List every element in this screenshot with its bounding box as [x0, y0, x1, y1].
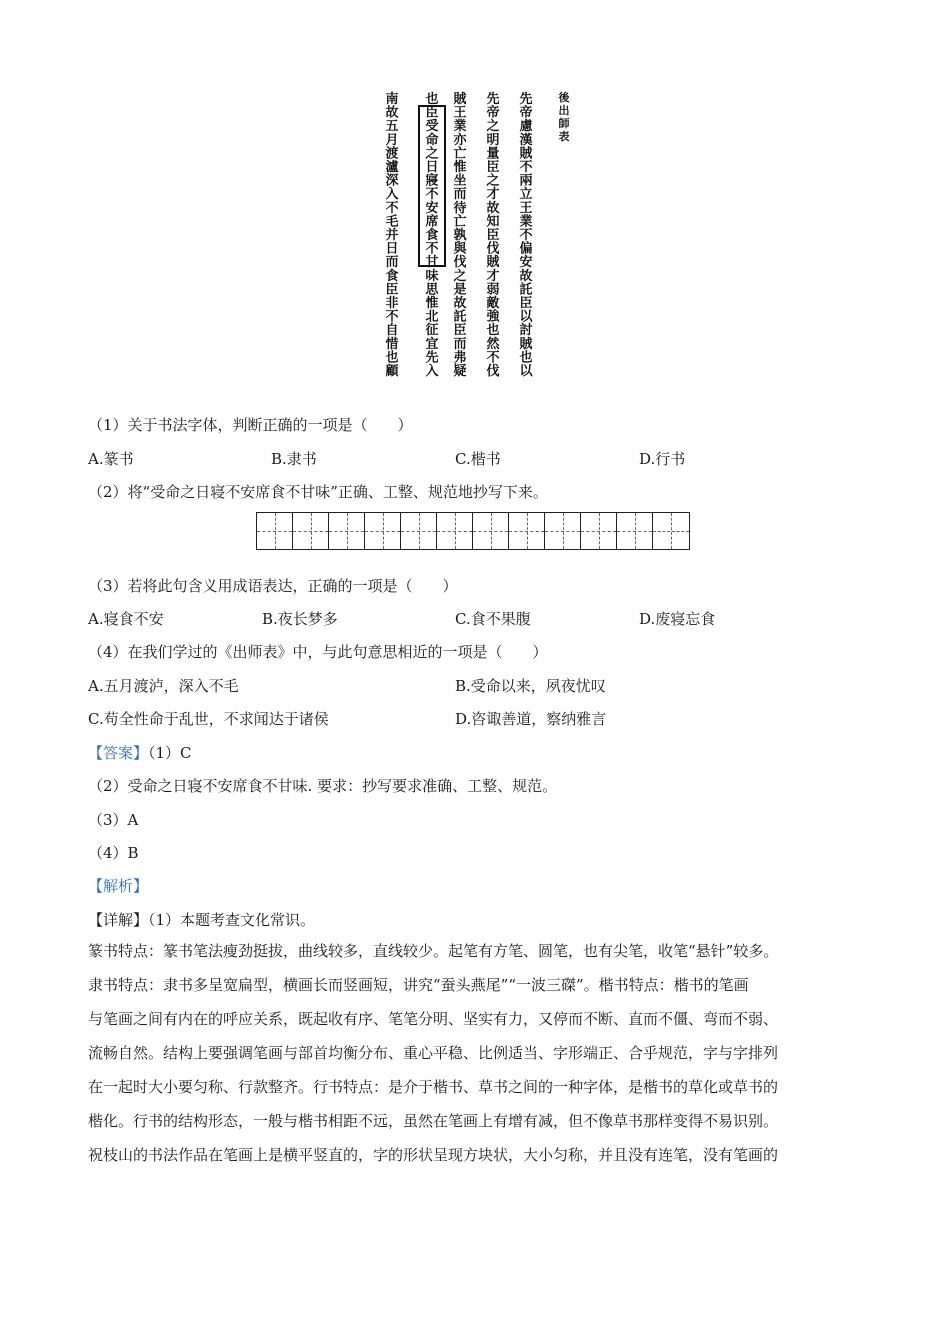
question-2-stem: （2）将“受命之日寝不安席食不甘味”正确、工整、规范地抄写下来。 — [88, 483, 548, 501]
answer-2: （2）受命之日寝不安席食不甘味. 要求：抄写要求准确、工整、规范。 — [88, 777, 558, 795]
grid-cell[interactable] — [401, 513, 437, 549]
analysis-line: 在一起时大小要匀称、行款整齐。行书特点：是介于楷书、草书之间的一种字体，是楷书的草化或草书的 — [88, 1078, 779, 1096]
grid-cell[interactable] — [257, 513, 293, 549]
calligraphy-column: 先帝之明量臣之才故知臣伐賊才弱敵強也然不伐 — [486, 92, 500, 379]
grid-cell[interactable] — [473, 513, 509, 549]
detail-label: 【详解】 — [88, 911, 149, 929]
analysis-line: 与笔画之间有内在的呼应关系，既起收有序、笔笔分明、坚实有力，又停而不断、直而不僵、弯而不弱、 — [88, 1010, 779, 1028]
answer-line-1 — [88, 743, 192, 763]
answer-3: （3）A — [88, 811, 139, 829]
analysis-line: 楷化。行书的结构形态，一般与楷书相距不远，虽然在笔画上有增有减，但不像草书那样变得不易识别。 — [88, 1112, 779, 1130]
calligraphy-column: 賊王業亦亡惟坐而待亡孰與伐之是故託臣而弗疑 — [453, 92, 467, 379]
analysis-line: 篆书特点：篆书笔法瘦劲挺拔，曲线较多，直线较少。起笔有方笔、圆笔，也有尖笔，收笔“悬针”较多。 — [88, 942, 779, 960]
answer-1: （1）C — [148, 744, 192, 762]
grid-cell[interactable] — [581, 513, 617, 549]
analysis-line: 祝枝山的书法作品在笔画上是横平竖直的，字的形状呈现方块状，大小匀称，并且没有连笔，没有笔画的 — [88, 1146, 779, 1164]
analysis-label: 【解析】 — [88, 877, 149, 895]
answer-label: 【答案】 — [88, 744, 149, 762]
calligraphy-column: 後出師表 — [558, 91, 570, 143]
analysis-paragraph — [88, 934, 868, 1172]
q4-option-a: A.五月渡泸，深入不毛 — [88, 677, 239, 695]
grid-cell[interactable] — [617, 513, 653, 549]
q4-option-b: B.受命以来，夙夜忧叹 — [455, 677, 606, 695]
answer-4: （4）B — [88, 844, 139, 862]
question-4-stem: （4）在我们学过的《出师表》中，与此句意思相近的一项是（ ） — [88, 643, 548, 661]
q1-option-a: A.篆书 — [88, 450, 134, 468]
q1-option-d: D.行书 — [639, 450, 686, 468]
detail-line — [88, 910, 315, 930]
q3-option-a: A.寝食不安 — [88, 610, 164, 628]
analysis-line: 隶书特点：隶书多呈宽扁型，横画长而竖画短，讲究“蚕头燕尾”“一波三磔”。楷书特点：楷书的笔画 — [88, 976, 749, 994]
grid-cell[interactable] — [545, 513, 581, 549]
grid-cell[interactable] — [329, 513, 365, 549]
grid-cell[interactable] — [293, 513, 329, 549]
analysis-line: 流畅自然。结构上要强调笔画与部首均衡分布、重心平稳、比例适当、字形端正、合乎规范，字与字排列 — [88, 1044, 779, 1062]
writing-grid[interactable] — [256, 512, 690, 550]
question-3-stem: （3）若将此句含义用成语表达，正确的一项是（ ） — [88, 577, 458, 595]
grid-cell[interactable] — [509, 513, 545, 549]
calligraphy-image — [368, 76, 580, 384]
calligraphy-column: 也臣受命之日寢不安席食不甘味思惟北征宜先入 — [425, 92, 439, 379]
q4-option-d: D.咨诹善道，察纳雅言 — [455, 710, 607, 728]
question-1-stem: （1）关于书法字体，判断正确的一项是（ ） — [88, 416, 413, 434]
q3-option-c: C.食不果腹 — [455, 610, 531, 628]
q3-option-d: D.废寝忘食 — [639, 610, 716, 628]
calligraphy-column: 先帝慮漢賊不兩立王業不偏安故託臣以討賊也以 — [519, 92, 533, 379]
q1-option-b: B.隶书 — [271, 450, 317, 468]
grid-cell[interactable] — [653, 513, 689, 549]
q3-option-b: B.夜长梦多 — [262, 610, 338, 628]
q1-option-c: C.楷书 — [455, 450, 501, 468]
grid-cell[interactable] — [365, 513, 401, 549]
grid-cell[interactable] — [437, 513, 473, 549]
detail-intro: （1）本题考查文化常识。 — [148, 911, 316, 929]
q4-option-c: C.苟全性命于乱世，不求闻达于诸侯 — [88, 710, 329, 728]
calligraphy-column: 南故五月渡瀘深入不毛并日而食臣非不自惜也顧 — [385, 92, 399, 379]
